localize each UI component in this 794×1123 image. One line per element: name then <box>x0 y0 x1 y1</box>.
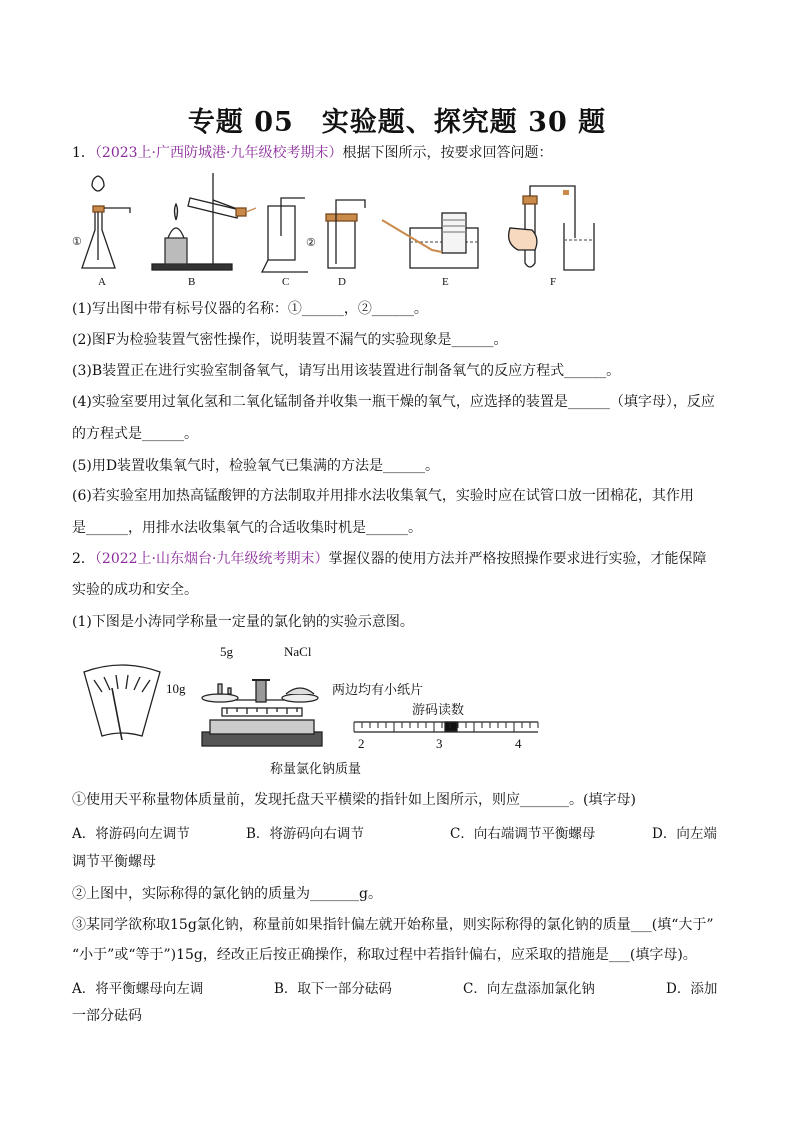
q1-stem: 根据下图所示，按要求回答问题： <box>342 145 553 161</box>
q2-header <box>72 549 732 569</box>
q2-s3-option-d: D．添加 <box>666 981 718 997</box>
q2-s1-option-d: D．向左端 <box>652 826 717 842</box>
paper-note: 两边均有小纸片 <box>332 683 424 698</box>
marker-2: ② <box>306 237 316 249</box>
q2-sub-3a: ③某同学欲称取15g氯化钠，称量前如果指针偏左就开始称量，则实际称得的氯化钠的质量___(填“大于” <box>72 917 714 933</box>
q2-s3-option-d-cont: 一部分砝码 <box>72 1008 142 1024</box>
q1-source: （2023上·广西防城港·九年级校考期末） <box>94 145 343 161</box>
rider-scale <box>354 722 538 732</box>
nacl-label: NaCl <box>284 644 312 659</box>
q2-balance-figure <box>72 640 552 780</box>
q2-sub-1: ①使用天平称量物体质量前，发现托盘天平横梁的指针如上图所示，则应_______。(填字母) <box>72 792 636 808</box>
apparatus-a <box>72 176 130 268</box>
marker-1: ① <box>72 236 82 248</box>
label-d: D <box>338 276 346 288</box>
q1-part-6b: 是______，用排水法收集氧气的合适收集时机是______。 <box>72 520 422 536</box>
q1-part-1: (1)写出图中带有标号仪器的名称：①______，②______。 <box>72 301 428 317</box>
scale-tick-4: 4 <box>515 736 522 751</box>
q1-part-4b: 的方程式是______。 <box>72 426 198 442</box>
q2-part-1: (1)下图是小涛同学称量一定量的氯化钠的实验示意图。 <box>72 614 414 630</box>
q2-number: 2． <box>72 551 95 567</box>
weight-10g: 10g <box>166 681 186 696</box>
rider-reading-label: 游码读数 <box>412 703 465 718</box>
q2-s1-option-a: A．将游码向左调节 <box>72 826 190 842</box>
label-b: B <box>188 276 196 288</box>
q1-apparatus-figure <box>70 168 630 293</box>
label-c: C <box>282 276 290 288</box>
apparatus-b <box>152 173 256 270</box>
q2-sub-2: ②上图中，实际称得的氯化钠的质量为_______g。 <box>72 886 382 902</box>
label-f: F <box>550 276 557 288</box>
q2-s3-option-a: A．将平衡螺母向左调 <box>72 981 204 997</box>
apparatus-f <box>509 186 594 270</box>
label-a: A <box>98 276 106 288</box>
q2-s1-option-b: B．将游码向右调节 <box>246 826 364 842</box>
q1-part-2: (2)图F为检验装置气密性操作，说明装置不漏气的实验现象是______。 <box>72 332 508 348</box>
apparatus-d <box>306 200 365 268</box>
balance <box>202 680 322 746</box>
q1-part-5: (5)用D装置收集氧气时，检验氧气已集满的方法是______。 <box>72 458 440 474</box>
q1-header <box>72 143 732 163</box>
apparatus-c <box>262 198 308 272</box>
figure-caption: 称量氯化钠质量 <box>270 762 362 777</box>
page-title: 专题 05 实验题、探究题 30 题 <box>187 107 607 138</box>
q2-s3-option-c: C．向左盘添加氯化钠 <box>463 981 595 997</box>
q2-sub-3b: “小于”或“等于”)15g，经改正后按正确操作，称取过程中若指针偏右，应采取的措施是___(填字母)。 <box>72 947 697 963</box>
q1-part-3: (3)B装置正在进行实验室制备氧气，请写出用该装置进行制备氧气的反应方程式______。 <box>72 363 621 379</box>
q1-number: 1． <box>72 145 95 161</box>
label-e: E <box>442 276 449 288</box>
scale-tick-3: 3 <box>436 736 443 751</box>
pointer-dial <box>84 665 160 740</box>
q2-s1-option-d-cont: 调节平衡螺母 <box>72 854 156 870</box>
scale-tick-2: 2 <box>358 736 365 751</box>
weight-5g: 5g <box>220 644 233 659</box>
apparatus-e <box>382 213 478 268</box>
q2-stem-cont: 实验的成功和安全。 <box>72 582 198 598</box>
q2-source: （2022上·山东烟台·九年级统考期末） <box>94 551 329 567</box>
q2-s3-option-b: B．取下一部分砝码 <box>274 981 392 997</box>
q1-part-4a: (4)实验室要用过氧化氢和二氧化锰制备并收集一瓶干燥的氧气，应选择的装置是______（填字母），反应 <box>72 394 715 410</box>
q2-stem: 掌握仪器的使用方法并严格按照操作要求进行实验，才能保障 <box>328 551 707 567</box>
q2-s1-option-c: C．向右端调节平衡螺母 <box>450 826 596 842</box>
q1-part-6a: (6)若实验室用加热高锰酸钾的方法制取并用排水法收集氧气，实验时应在试管口放一团棉花，其作用 <box>72 488 694 504</box>
